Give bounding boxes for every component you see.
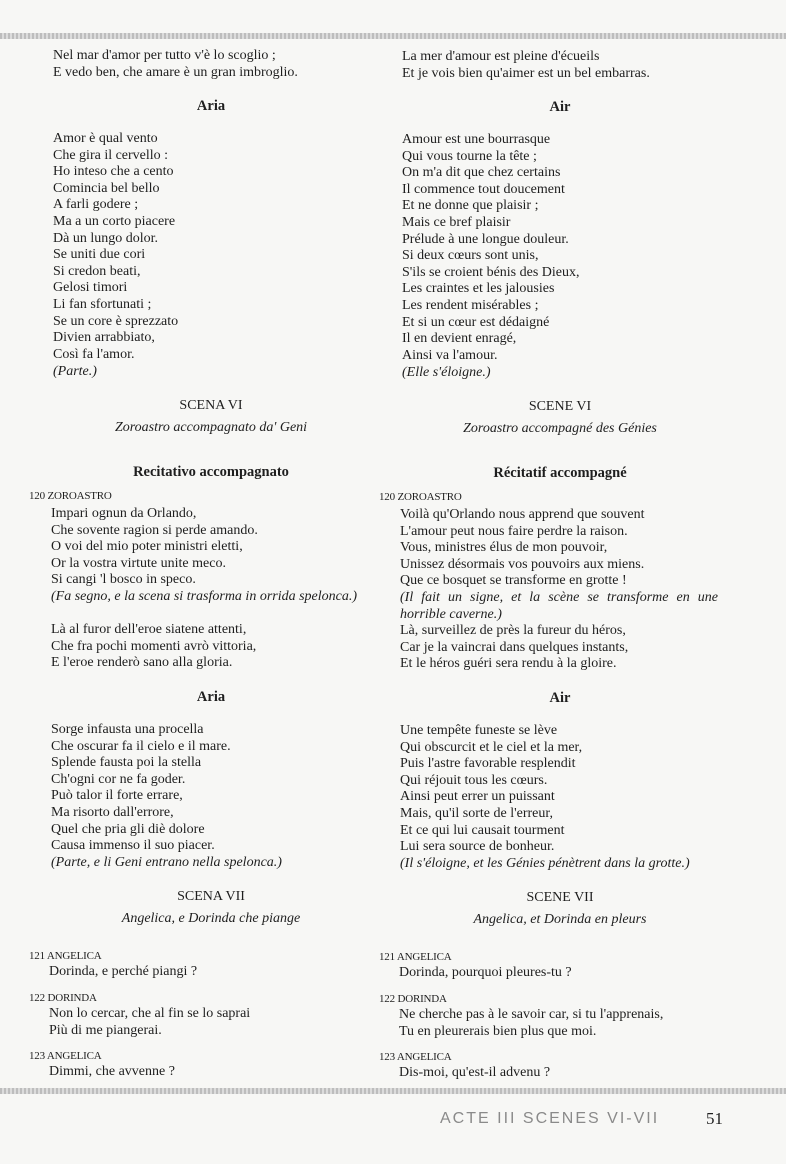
intro-text [53, 48, 298, 81]
text-line: Prélude à une longue douleur. [402, 231, 569, 247]
text-line: Et ce qui lui causait tourment [400, 822, 565, 838]
text-line: Che gira il cervello : [53, 147, 169, 163]
text-line: Gelosi timori [53, 280, 128, 296]
text-line: Une tempête funeste se lève [400, 723, 558, 738]
recitative-text [51, 622, 256, 672]
text-line: Unissez désormais vos pouvoirs aux miens. [400, 556, 645, 572]
text-line: Ainsi peut errer un puissant [400, 789, 555, 805]
text-line: Or la vostra virtute unite meco. [51, 555, 226, 571]
text-line: Les rendent misérables ; [402, 297, 539, 313]
text-line: E l'eroe renderò sano alla gloria. [51, 655, 233, 671]
text-line: Là al furor dell'eroe siatene attenti, [51, 622, 247, 637]
scene-characters: Zoroastro accompagnato da' Geni [114, 420, 308, 435]
text-line: Tu en pleurerais bien plus que moi. [399, 1023, 597, 1039]
text-line: Il en devient enragé, [402, 331, 517, 347]
speaker-number: 120 ZOROASTRO [379, 491, 462, 503]
dialogue-text [399, 1065, 550, 1082]
text-line: Car je la vaincrai dans quelques instants, [400, 639, 629, 655]
text-line: Che sovente ragion si perde amando. [51, 522, 258, 538]
running-footer-title: ACTE III SCENES VI-VII [440, 1110, 660, 1127]
stage-direction: (Il s'éloigne, et les Génies pénètrent dans la grotte.) [400, 856, 690, 871]
text-line: Que ce bosquet se transforme en grotte ! [400, 573, 627, 589]
text-line: Mais, qu'il sorte de l'erreur, [400, 805, 553, 821]
text-line: Amour est une bourrasque [402, 132, 551, 147]
text-line: Si credon beati, [53, 263, 141, 279]
aria-heading: Aria [196, 98, 226, 114]
speaker-number: 121 ANGELICA [379, 951, 452, 963]
text-line: Impari ognun da Orlando, [51, 506, 197, 521]
stage-direction: (Parte, e li Geni entrano nella spelonca.) [51, 855, 282, 870]
text-line: Ne cherche pas à le savoir car, si tu l'apprenais, [399, 1007, 664, 1022]
speaker-number: 122 DORINDA [379, 993, 447, 1005]
text-line: Li fan sfortunati ; [53, 296, 152, 312]
text-line: Et je vois bien qu'aimer est un bel embarras. [402, 65, 650, 81]
text-line: Là, surveillez de près la fureur du héros, [400, 623, 626, 638]
text-line: L'amour peut nous faire perdre la raison. [400, 523, 628, 539]
scene-characters: Zoroastro accompagné des Génies [463, 421, 657, 436]
speaker-number: 121 ANGELICA [29, 950, 102, 962]
stage-direction: (Parte.) [53, 364, 97, 379]
stage-direction: (Il fait un signe, et la scène se transforme en une horrible caverne.) [400, 590, 718, 622]
speaker-number: 120 ZOROASTRO [29, 490, 112, 502]
text-line: S'ils se croient bénis des Dieux, [402, 264, 580, 280]
text-line: Ma risorto dall'errore, [51, 804, 174, 820]
text-line: Comincia bel bello [53, 180, 160, 196]
text-line: Et le héros guéri sera rendu à la gloire. [400, 656, 617, 672]
text-line: Dorinda, pourquoi pleures-tu ? [399, 965, 572, 980]
aria-heading: Aria [196, 689, 226, 705]
dialogue-text [399, 965, 572, 982]
recitative-text [51, 506, 258, 589]
text-line: Divien arrabbiato, [53, 330, 155, 346]
text-line: Mais ce bref plaisir [402, 214, 511, 230]
aria-heading: Air [549, 99, 571, 115]
text-line: Ch'ogni cor ne fa goder. [51, 771, 186, 787]
dialogue-text [49, 1006, 250, 1039]
text-line: La mer d'amour est pleine d'écueils [402, 49, 600, 64]
text-line: Voilà qu'Orlando nous apprend que souvent [400, 507, 645, 522]
page-number: 51 [706, 1109, 723, 1128]
scene-heading [53, 889, 369, 927]
text-line: Dis-moi, qu'est-il advenu ? [399, 1065, 551, 1080]
dialogue-text [49, 964, 197, 981]
text-line: Può talor il forte errare, [51, 788, 183, 804]
scene-characters: Angelica, e Dorinda che piange [121, 911, 301, 926]
text-line: Causa immenso il suo piacer. [51, 838, 215, 854]
text-line: Et ne donne que plaisir ; [402, 198, 539, 214]
text-line: Qui vous tourne la tête ; [402, 148, 537, 164]
aria-text [400, 723, 582, 856]
text-line: Così fa l'amor. [53, 346, 135, 362]
scene-characters: Angelica, et Dorinda en pleurs [473, 912, 647, 927]
text-line: Dimmi, che avvenne ? [49, 1064, 175, 1079]
text-line: Più di me piangerai. [49, 1022, 162, 1038]
text-line: Qui réjouit tous les cœurs. [400, 772, 548, 788]
dialogue-text [49, 1064, 175, 1081]
scene-heading [402, 399, 718, 437]
text-line: Les craintes et les jalousies [402, 281, 555, 297]
text-line: Se un core è sprezzato [53, 313, 179, 329]
text-line: Splende fausta poi la stella [51, 755, 202, 771]
text-line: Vous, ministres élus de mon pouvoir, [400, 540, 608, 556]
text-line: Qui obscurcit et le ciel et la mer, [400, 739, 583, 755]
text-line: A farli godere ; [53, 197, 139, 213]
scene-heading [402, 890, 718, 928]
speaker-number: 123 ANGELICA [379, 1051, 452, 1063]
stage-direction: (Elle s'éloigne.) [402, 365, 491, 380]
text-line: Che oscurar fa il cielo e il mare. [51, 738, 231, 754]
aria-text [51, 722, 231, 855]
scene-title: SCENA VI [179, 398, 243, 413]
aria-text [53, 131, 178, 363]
text-line: Il commence tout doucement [402, 181, 565, 197]
text-line: Puis l'astre favorable resplendit [400, 756, 576, 772]
text-line: Dà un lungo dolor. [53, 230, 158, 246]
text-line: Si deux cœurs sont unis, [402, 248, 539, 264]
recitative-heading: Récitatif accompagné [493, 465, 627, 481]
text-line: On m'a dit que chez certains [402, 165, 561, 181]
text-line: Quel che pria gli diè dolore [51, 821, 205, 837]
aria-text [402, 132, 580, 364]
text-line: Sorge infausta una procella [51, 722, 204, 737]
recitative-heading: Recitativo accompagnato [133, 464, 289, 480]
text-line: Ainsi va l'amour. [402, 347, 498, 363]
text-line: Et si un cœur est dédaigné [402, 314, 550, 330]
recitative-text [400, 623, 628, 673]
text-line: Lui sera source de bonheur. [400, 839, 555, 855]
text-line: Che fra pochi momenti avrò vittoria, [51, 638, 257, 654]
scene-title: SCENA VII [177, 889, 245, 904]
text-line: O voi del mio poter ministri eletti, [51, 539, 243, 555]
text-line: E vedo ben, che amare è un gran imbroglio. [53, 64, 298, 80]
text-line: Se uniti due cori [53, 247, 146, 263]
intro-text [402, 49, 650, 82]
scene-title: SCENE VII [526, 890, 594, 905]
text-line: Nel mar d'amor per tutto v'è lo scoglio ; [53, 48, 276, 63]
text-line: Dorinda, e perché piangi ? [49, 964, 198, 979]
aria-heading: Air [549, 690, 571, 706]
scene-heading [53, 398, 369, 436]
text-line: Non lo cercar, che al fin se lo saprai [49, 1006, 251, 1021]
bottom-border [0, 1088, 786, 1094]
recitative-text [400, 507, 645, 590]
speaker-number: 122 DORINDA [29, 992, 97, 1004]
text-line: Si cangi 'l bosco in speco. [51, 572, 196, 588]
dialogue-text [399, 1007, 663, 1040]
text-line: Amor è qual vento [53, 131, 158, 146]
text-line: Ma a un corto piacere [53, 213, 176, 229]
speaker-number: 123 ANGELICA [29, 1050, 102, 1062]
top-border [0, 33, 786, 39]
scene-title: SCENE VI [528, 399, 592, 414]
text-line: Ho inteso che a cento [53, 164, 174, 180]
stage-direction: (Fa segno, e la scena si trasforma in orrida spelonca.) [51, 589, 358, 604]
